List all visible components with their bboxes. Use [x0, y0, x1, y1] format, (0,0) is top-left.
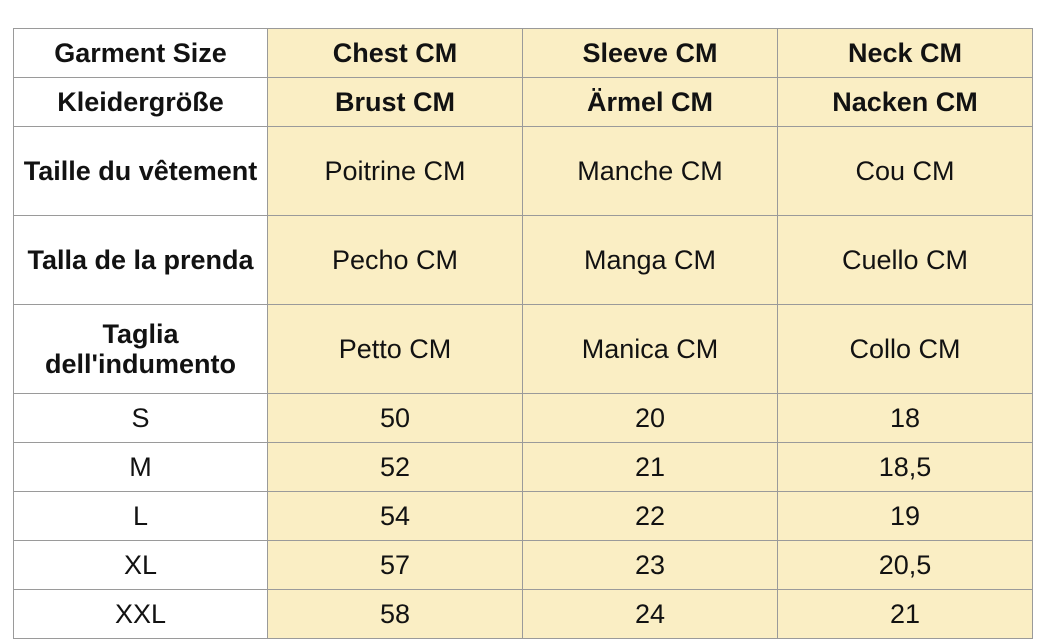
header-chest-es: Pecho CM — [268, 216, 523, 305]
header-sleeve-es: Manga CM — [523, 216, 778, 305]
cell-sleeve: 23 — [523, 541, 778, 590]
header-garment-size-fr: Taille du vêtement — [14, 127, 268, 216]
cell-size: S — [14, 394, 268, 443]
cell-neck: 19 — [778, 492, 1033, 541]
header-sleeve-en: Sleeve CM — [523, 29, 778, 78]
header-neck-en: Neck CM — [778, 29, 1033, 78]
header-garment-size-it: Taglia dell'indumento — [14, 305, 268, 394]
header-chest-en: Chest CM — [268, 29, 523, 78]
header-sleeve-it: Manica CM — [523, 305, 778, 394]
cell-size: M — [14, 443, 268, 492]
language-row-italian — [14, 305, 1033, 394]
header-sleeve-de: Ärmel CM — [523, 78, 778, 127]
header-neck-fr: Cou CM — [778, 127, 1033, 216]
language-row-french — [14, 127, 1033, 216]
header-chest-de: Brust CM — [268, 78, 523, 127]
table-row — [14, 541, 1033, 590]
cell-chest: 58 — [268, 590, 523, 639]
cell-size: L — [14, 492, 268, 541]
table-row — [14, 443, 1033, 492]
cell-chest: 50 — [268, 394, 523, 443]
cell-sleeve: 20 — [523, 394, 778, 443]
header-neck-de: Nacken CM — [778, 78, 1033, 127]
cell-neck: 18,5 — [778, 443, 1033, 492]
cell-size: XL — [14, 541, 268, 590]
cell-neck: 18 — [778, 394, 1033, 443]
header-chest-fr: Poitrine CM — [268, 127, 523, 216]
cell-chest: 52 — [268, 443, 523, 492]
table-row — [14, 590, 1033, 639]
header-chest-it: Petto CM — [268, 305, 523, 394]
header-garment-size-en: Garment Size — [14, 29, 268, 78]
cell-sleeve: 21 — [523, 443, 778, 492]
language-row-spanish — [14, 216, 1033, 305]
table-row — [14, 492, 1033, 541]
size-chart-table — [13, 28, 1033, 639]
cell-sleeve: 24 — [523, 590, 778, 639]
header-neck-es: Cuello CM — [778, 216, 1033, 305]
language-row-german — [14, 78, 1033, 127]
header-garment-size-de: Kleidergröße — [14, 78, 268, 127]
header-neck-it: Collo CM — [778, 305, 1033, 394]
cell-chest: 54 — [268, 492, 523, 541]
header-garment-size-es: Talla de la prenda — [14, 216, 268, 305]
cell-chest: 57 — [268, 541, 523, 590]
table-row — [14, 394, 1033, 443]
cell-neck: 21 — [778, 590, 1033, 639]
header-sleeve-fr: Manche CM — [523, 127, 778, 216]
cell-sleeve: 22 — [523, 492, 778, 541]
cell-neck: 20,5 — [778, 541, 1033, 590]
cell-size: XXL — [14, 590, 268, 639]
language-row-english — [14, 29, 1033, 78]
